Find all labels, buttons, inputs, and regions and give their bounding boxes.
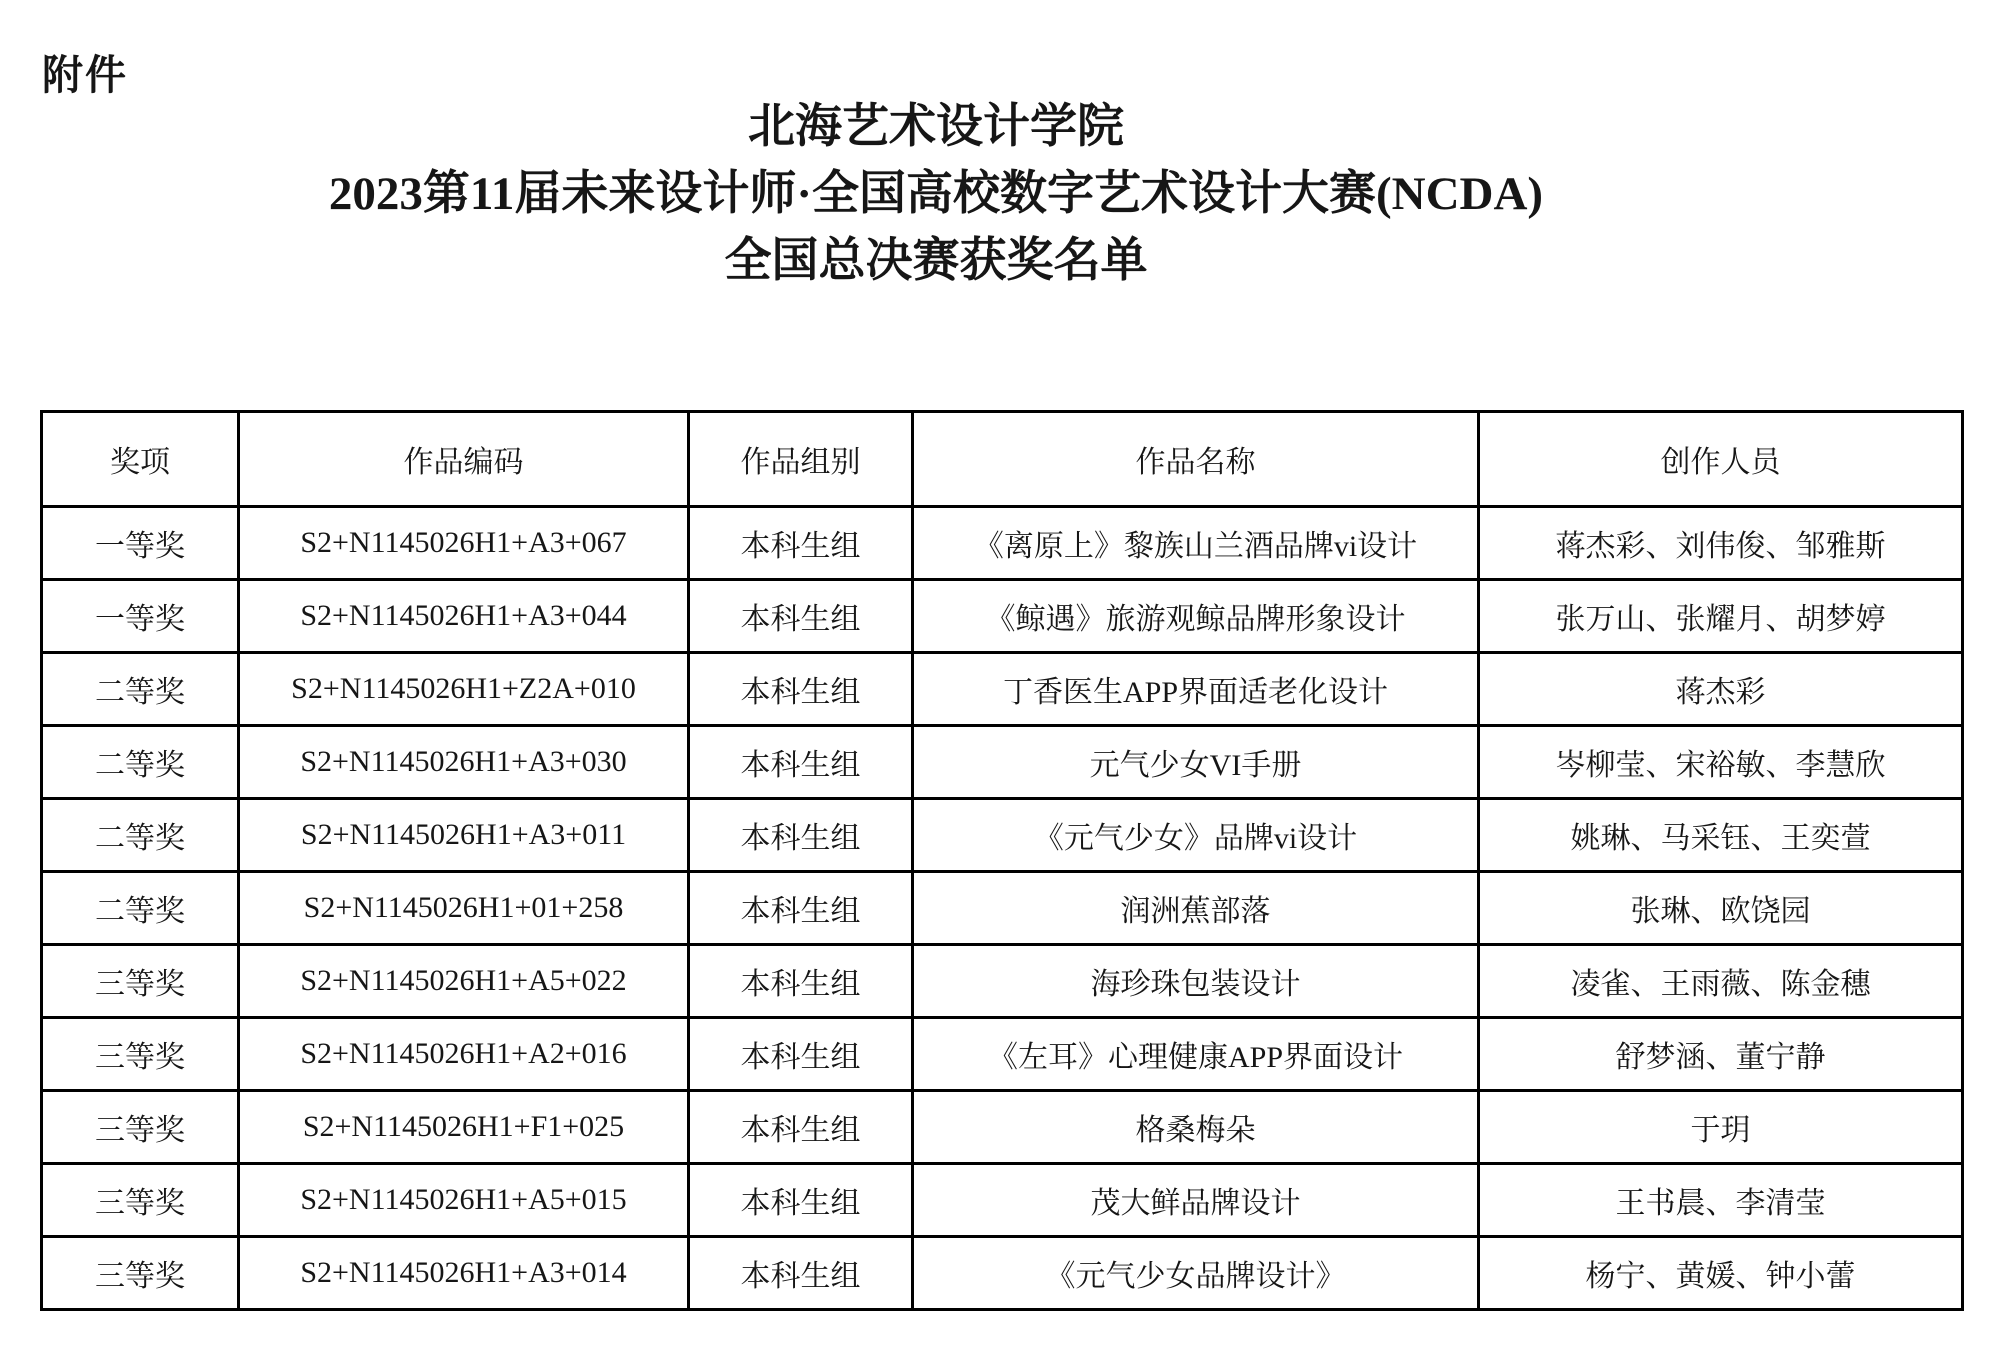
- table-row: [42, 1091, 1963, 1164]
- cell-title: 《离原上》黎族山兰酒品牌vi设计: [913, 507, 1479, 580]
- cell-creators: 舒梦涵、董宁静: [1479, 1018, 1963, 1091]
- cell-award: 三等奖: [42, 1237, 239, 1310]
- col-header-award: 奖项: [42, 412, 239, 507]
- table-row: [42, 1237, 1963, 1310]
- awards-table: [40, 410, 1964, 1311]
- cell-award: 二等奖: [42, 799, 239, 872]
- col-header-creators: 创作人员: [1479, 412, 1963, 507]
- cell-award: 三等奖: [42, 1164, 239, 1237]
- table-row: [42, 580, 1963, 653]
- cell-creators: 杨宁、黄媛、钟小蕾: [1479, 1237, 1963, 1310]
- cell-group: 本科生组: [689, 1091, 913, 1164]
- cell-group: 本科生组: [689, 580, 913, 653]
- cell-creators: 蒋杰彩、刘伟俊、邹雅斯: [1479, 507, 1963, 580]
- cell-group: 本科生组: [689, 1237, 913, 1310]
- cell-award: 二等奖: [42, 726, 239, 799]
- cell-code: S2+N1145026H1+A3+030: [239, 726, 689, 799]
- cell-group: 本科生组: [689, 799, 913, 872]
- cell-group: 本科生组: [689, 1018, 913, 1091]
- cell-code: S2+N1145026H1+A2+016: [239, 1018, 689, 1091]
- cell-code: S2+N1145026H1+A3+044: [239, 580, 689, 653]
- cell-group: 本科生组: [689, 1164, 913, 1237]
- cell-title: 茂大鲜品牌设计: [913, 1164, 1479, 1237]
- cell-code: S2+N1145026H1+A3+014: [239, 1237, 689, 1310]
- document-titles: [0, 94, 1872, 295]
- cell-code: S2+N1145026H1+A5+015: [239, 1164, 689, 1237]
- table-row: [42, 945, 1963, 1018]
- cell-group: 本科生组: [689, 945, 913, 1018]
- cell-code: S2+N1145026H1+F1+025: [239, 1091, 689, 1164]
- table-row: [42, 507, 1963, 580]
- table-row: [42, 726, 1963, 799]
- cell-creators: 岑柳莹、宋裕敏、李慧欣: [1479, 726, 1963, 799]
- table-row: [42, 653, 1963, 726]
- cell-title: 丁香医生APP界面适老化设计: [913, 653, 1479, 726]
- cell-award: 三等奖: [42, 1018, 239, 1091]
- cell-code: S2+N1145026H1+01+258: [239, 872, 689, 945]
- cell-group: 本科生组: [689, 726, 913, 799]
- cell-group: 本科生组: [689, 872, 913, 945]
- title-school: 北海艺术设计学院: [748, 101, 1124, 153]
- cell-award: 一等奖: [42, 580, 239, 653]
- cell-title: 海珍珠包装设计: [913, 945, 1479, 1018]
- table-row: [42, 1018, 1963, 1091]
- cell-code: S2+N1145026H1+A5+022: [239, 945, 689, 1018]
- title-award-list: 全国总决赛获奖名单: [724, 235, 1148, 287]
- cell-title: 格桑梅朵: [913, 1091, 1479, 1164]
- table-row: [42, 1164, 1963, 1237]
- title-competition: 2023第11届未来设计师·全国高校数字艺术设计大赛(NCDA): [328, 168, 1544, 220]
- cell-creators: 张万山、张耀月、胡梦婷: [1479, 580, 1963, 653]
- cell-group: 本科生组: [689, 653, 913, 726]
- cell-creators: 蒋杰彩: [1479, 653, 1963, 726]
- cell-group: 本科生组: [689, 507, 913, 580]
- cell-title: 《元气少女》品牌vi设计: [913, 799, 1479, 872]
- cell-award: 三等奖: [42, 1091, 239, 1164]
- cell-award: 二等奖: [42, 653, 239, 726]
- cell-award: 三等奖: [42, 945, 239, 1018]
- cell-creators: 张琳、欧饶园: [1479, 872, 1963, 945]
- col-header-group: 作品组别: [689, 412, 913, 507]
- cell-title: 元气少女VI手册: [913, 726, 1479, 799]
- cell-title: 《鲸遇》旅游观鲸品牌形象设计: [913, 580, 1479, 653]
- cell-creators: 凌雀、王雨薇、陈金穗: [1479, 945, 1963, 1018]
- cell-award: 二等奖: [42, 872, 239, 945]
- table-row: [42, 799, 1963, 872]
- cell-creators: 于玥: [1479, 1091, 1963, 1164]
- col-header-title: 作品名称: [913, 412, 1479, 507]
- cell-title: 《左耳》心理健康APP界面设计: [913, 1018, 1479, 1091]
- cell-code: S2+N1145026H1+A3+011: [239, 799, 689, 872]
- cell-code: S2+N1145026H1+A3+067: [239, 507, 689, 580]
- table-header-row: [42, 412, 1963, 507]
- cell-title: 《元气少女品牌设计》: [913, 1237, 1479, 1310]
- cell-title: 润洲蕉部落: [913, 872, 1479, 945]
- cell-creators: 姚琳、马采钰、王奕萱: [1479, 799, 1963, 872]
- cell-award: 一等奖: [42, 507, 239, 580]
- cell-creators: 王书晨、李清莹: [1479, 1164, 1963, 1237]
- table-row: [42, 872, 1963, 945]
- attachment-label: 附件: [42, 52, 128, 98]
- col-header-code: 作品编码: [239, 412, 689, 507]
- cell-code: S2+N1145026H1+Z2A+010: [239, 653, 689, 726]
